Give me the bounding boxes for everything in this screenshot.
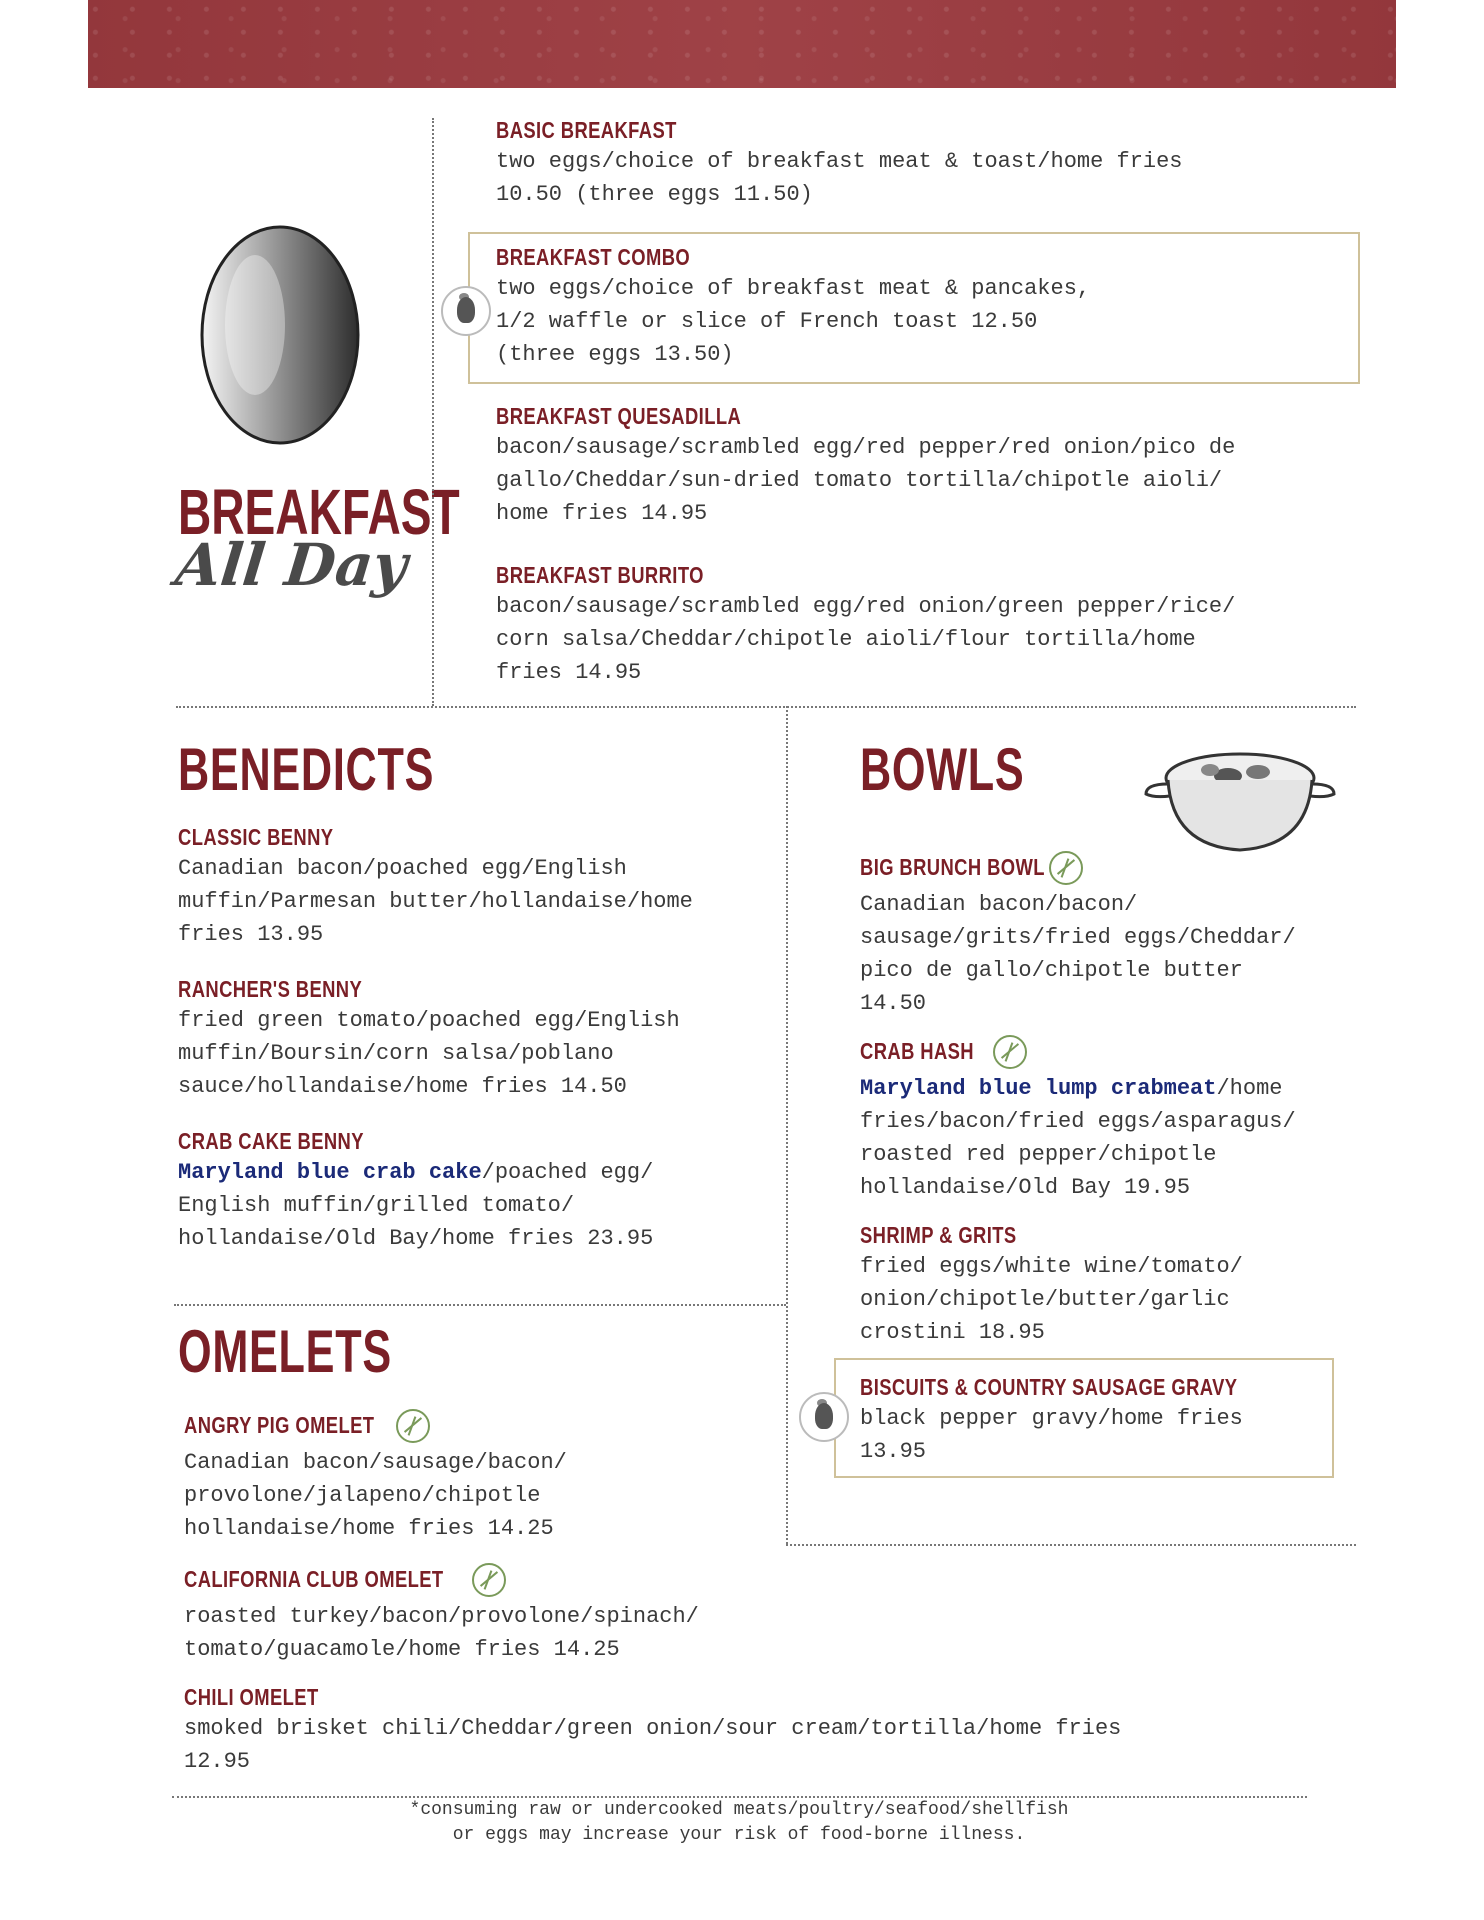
menu-item bbox=[860, 1036, 1296, 1204]
item-name: ANGRY PIG OMELET bbox=[184, 1412, 375, 1438]
item-highlight: Maryland blue lump crabmeat bbox=[860, 1076, 1217, 1102]
divider-horizontal-bowls bbox=[786, 1544, 1356, 1546]
menu-item bbox=[496, 242, 1090, 371]
item-description: bacon/sausage/scrambled egg/red pepper/red onion/pico de gallo/Cheddar/sun-dried tomato tortilla/chipotle aioli/ home fries 14.95 bbox=[496, 435, 1236, 526]
menu-item bbox=[178, 822, 693, 951]
menu-item bbox=[178, 974, 680, 1103]
menu-item bbox=[496, 560, 1235, 689]
item-name: BREAKFAST QUESADILLA bbox=[496, 403, 742, 429]
menu-item bbox=[496, 401, 1235, 530]
menu-item bbox=[178, 1126, 653, 1255]
gluten-free-icon bbox=[1049, 851, 1083, 885]
gluten-free-icon bbox=[993, 1035, 1027, 1069]
item-name: CRAB CAKE BENNY bbox=[178, 1128, 364, 1154]
divider-horizontal-top bbox=[176, 706, 1356, 708]
section-title-omelets: OMELETS bbox=[178, 1318, 392, 1385]
item-description: fried green tomato/poached egg/English muffin/Boursin/corn salsa/poblano sauce/hollandaise/home fries 14.50 bbox=[178, 1008, 680, 1099]
item-description: Canadian bacon/sausage/bacon/ provolone/jalapeno/chipotle hollandaise/home fries 14.25 bbox=[184, 1450, 567, 1542]
item-highlight: Maryland blue crab cake bbox=[178, 1160, 482, 1185]
section-title-bowls: BOWLS bbox=[860, 736, 1025, 803]
footer-line: *consuming raw or undercooked meats/poultry/seafood/shellfish bbox=[409, 1800, 1069, 1820]
rooster-icon bbox=[441, 286, 491, 336]
item-description: Canadian bacon/poached egg/English muffin/Parmesan butter/hollandaise/home fries 13.95 bbox=[178, 856, 693, 947]
item-name: BISCUITS & COUNTRY SAUSAGE GRAVY bbox=[860, 1374, 1238, 1400]
rooster-icon bbox=[799, 1392, 849, 1442]
divider-horizontal-benedicts bbox=[174, 1304, 786, 1306]
divider-vertical-top bbox=[432, 118, 434, 706]
item-description: Canadian bacon/bacon/ sausage/grits/fried eggs/Cheddar/ pico de gallo/chipotle butter 14.50 bbox=[860, 892, 1296, 1017]
menu-item bbox=[496, 115, 1183, 211]
item-description: fried eggs/white wine/tomato/ onion/chipotle/butter/garlic crostini 18.95 bbox=[860, 1254, 1243, 1345]
menu-item bbox=[184, 1682, 1121, 1778]
footer-line: or eggs may increase your risk of food-borne illness. bbox=[452, 1825, 1026, 1845]
menu-item bbox=[184, 1564, 699, 1666]
item-description: two eggs/choice of breakfast meat & toast/home fries 10.50 (three eggs 11.50) bbox=[496, 149, 1183, 207]
bowl-illustration bbox=[1140, 740, 1340, 858]
item-name: CHILI OMELET bbox=[184, 1684, 319, 1710]
gluten-free-icon bbox=[472, 1563, 506, 1597]
item-name: BREAKFAST COMBO bbox=[496, 244, 691, 270]
item-description bbox=[860, 1072, 1296, 1204]
gluten-free-icon bbox=[396, 1409, 430, 1443]
item-name: CALIFORNIA CLUB OMELET bbox=[184, 1566, 444, 1592]
menu-item bbox=[860, 1372, 1332, 1468]
item-name: CLASSIC BENNY bbox=[178, 824, 334, 850]
item-description: bacon/sausage/scrambled egg/red onion/green pepper/rice/ corn salsa/Cheddar/chipotle aioli/flour tortilla/home fries 14.95 bbox=[496, 594, 1236, 685]
item-name: CRAB HASH bbox=[860, 1038, 974, 1064]
hero-subtitle: All Day bbox=[172, 531, 411, 599]
section-title-benedicts: BENEDICTS bbox=[178, 736, 435, 803]
item-name: RANCHER'S BENNY bbox=[178, 976, 363, 1002]
item-name: BREAKFAST BURRITO bbox=[496, 562, 704, 588]
item-name: SHRIMP & GRITS bbox=[860, 1222, 1017, 1248]
item-description bbox=[178, 1156, 653, 1255]
divider-vertical-middle bbox=[786, 706, 788, 1544]
menu-item bbox=[860, 852, 1296, 1020]
menu-item bbox=[184, 1410, 567, 1545]
item-description: black pepper gravy/home fries 13.95 bbox=[860, 1406, 1243, 1464]
item-name: BIG BRUNCH BOWL bbox=[860, 854, 1045, 880]
hero-title: BREAKFAST bbox=[178, 476, 460, 548]
item-description: two eggs/choice of breakfast meat & pancakes, 1/2 waffle or slice of French toast 12.50 (three eggs 13.50) bbox=[496, 276, 1091, 367]
item-description-rest: /home fries/bacon/fried eggs/asparagus/ roasted red pepper/chipotle hollandaise/Old Bay 19.95 bbox=[860, 1076, 1296, 1201]
item-name: BASIC BREAKFAST bbox=[496, 117, 677, 143]
menu-item bbox=[860, 1220, 1243, 1349]
top-banner bbox=[88, 0, 1396, 88]
item-description: smoked brisket chili/Cheddar/green onion/sour cream/tortilla/home fries 12.95 bbox=[184, 1716, 1122, 1774]
footer-disclaimer bbox=[171, 1798, 1307, 1848]
item-description-rest: /poached egg/ English muffin/grilled tomato/ hollandaise/Old Bay/home fries 23.95 bbox=[178, 1160, 654, 1251]
egg-illustration bbox=[195, 215, 365, 450]
item-description: roasted turkey/bacon/provolone/spinach/ tomato/guacamole/home fries 14.25 bbox=[184, 1604, 699, 1663]
